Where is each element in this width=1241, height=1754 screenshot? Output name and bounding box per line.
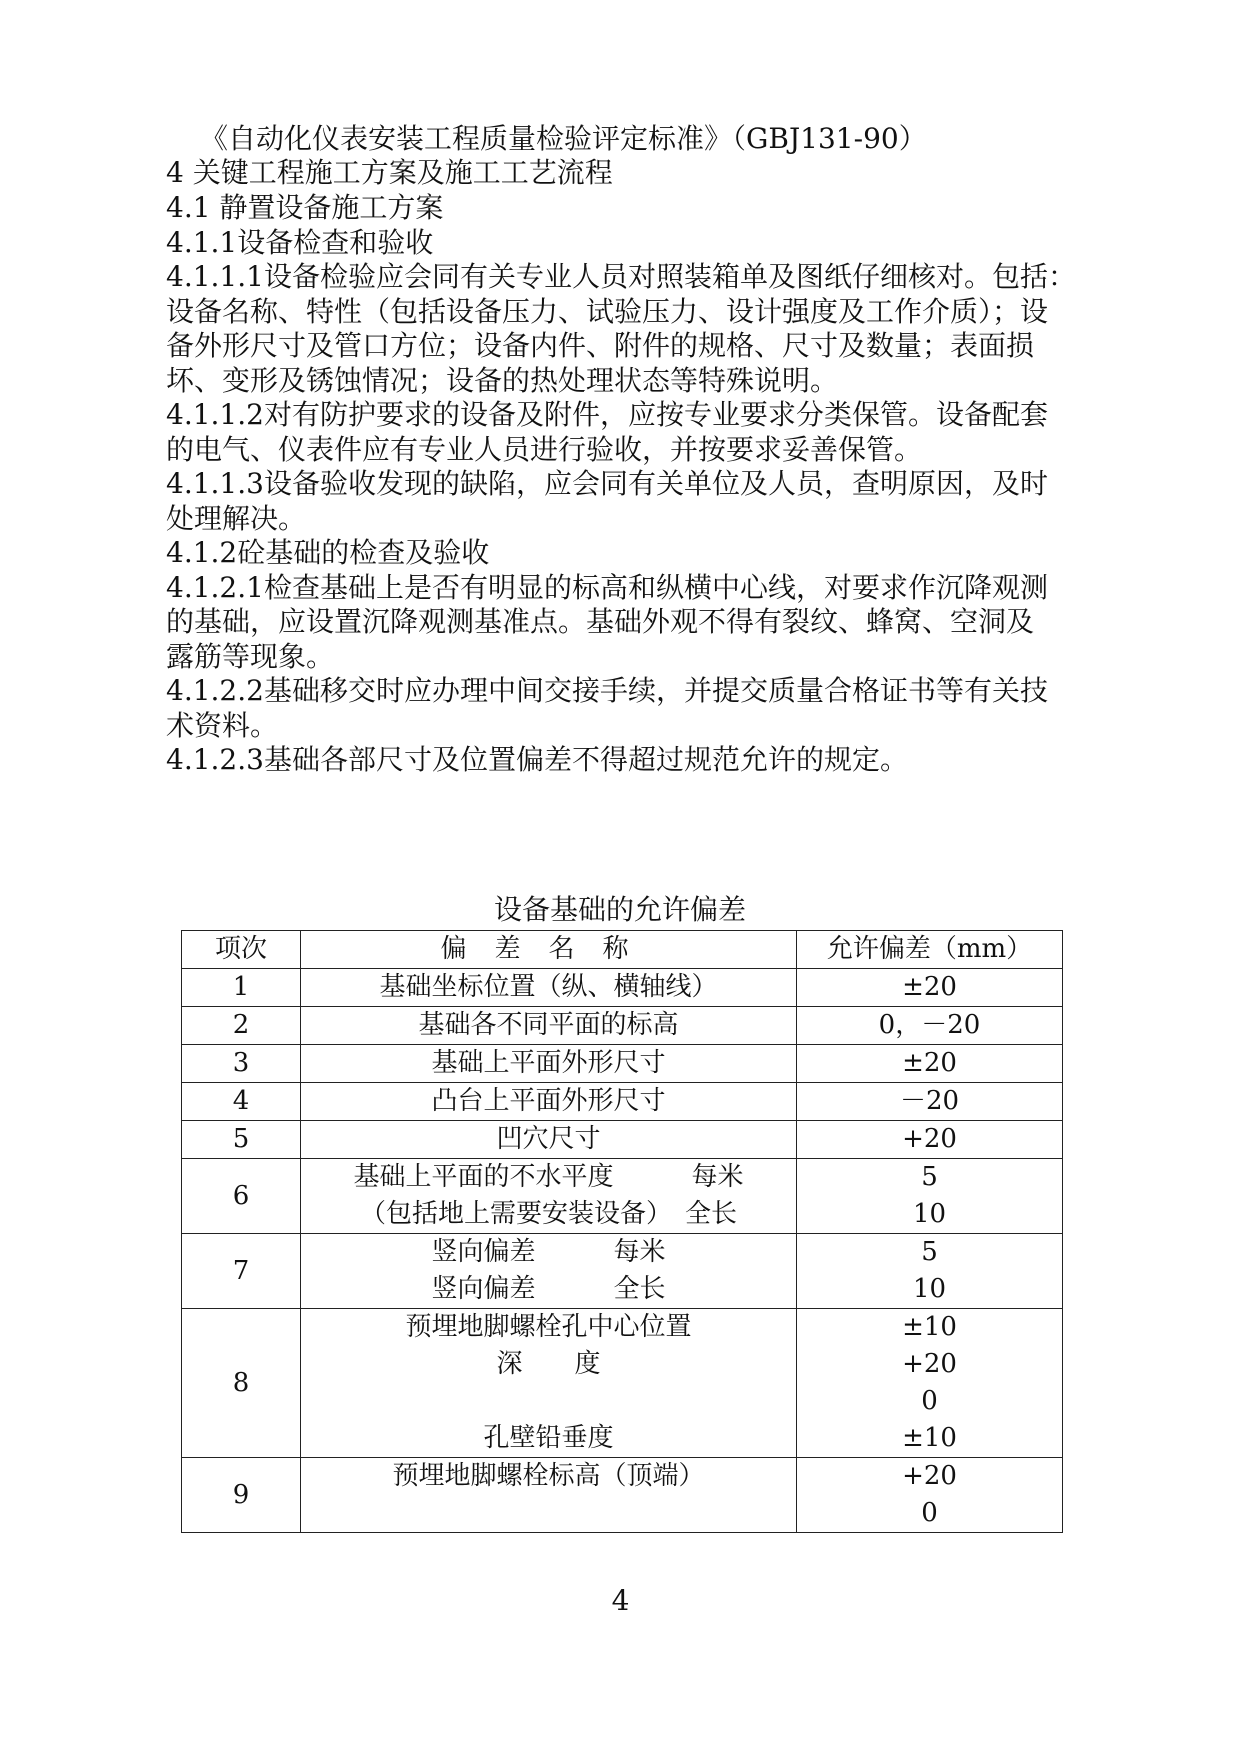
item-no-cell: 9 [182, 1458, 301, 1533]
table-title: 设备基础的允许偏差 [493, 893, 746, 926]
deviation-name-line: 预埋地脚螺栓标高（顶端） [392, 1461, 705, 1491]
allowed-deviation-cell [797, 1083, 1063, 1121]
allowed-deviation-cell [797, 1121, 1063, 1159]
allowed-deviation-cell [797, 1045, 1063, 1083]
item-no-cell: 6 [182, 1159, 301, 1234]
allowed-deviation-line: －20 [899, 1086, 960, 1116]
header-allowed-deviation: 允许偏差（mm） [797, 931, 1063, 969]
allowed-deviation-line: +20 [902, 1124, 957, 1154]
allowed-deviation-line: 5 [921, 1162, 938, 1192]
allowed-deviation-cell [797, 1309, 1063, 1458]
paragraph-line: 处理解决。 [166, 502, 307, 535]
allowed-deviation-cell [797, 1007, 1063, 1045]
table-row [182, 1309, 1063, 1458]
table-row [182, 1121, 1063, 1159]
allowed-deviation-line: 0 [921, 1386, 938, 1416]
header-deviation-name: 偏差名称 [301, 931, 797, 969]
table-header-row [182, 931, 1063, 969]
paragraph-line: 4.1.2.3基础各部尺寸及位置偏差不得超过规范允许的规定。 [166, 743, 908, 776]
item-no-cell: 8 [182, 1309, 301, 1458]
deviation-name-line: 竖向偏差 全长 [431, 1274, 666, 1304]
table-row [182, 1458, 1063, 1533]
deviation-name-cell [301, 1234, 797, 1309]
deviation-name-line: 深 度 [496, 1349, 601, 1379]
table-row [182, 1159, 1063, 1234]
standard-reference-line: 《自动化仪表安装工程质量检验评定标准》（GBJ131-90） [200, 122, 927, 155]
paragraph-line: 备外形尺寸及管口方位；设备内件、附件的规格、尺寸及数量；表面损 [166, 329, 1035, 362]
allowed-deviation-cell [797, 1234, 1063, 1309]
allowed-deviation-line: ±10 [902, 1312, 957, 1342]
section-heading-4-1: 4.1 静置设备施工方案 [166, 191, 444, 224]
deviation-name-line: 基础坐标位置（纵、横轴线） [379, 972, 718, 1002]
allowed-deviation-line: 0 [921, 1498, 938, 1528]
page-number: 4 [611, 1584, 630, 1617]
allowed-deviation-line: 0，－20 [878, 1010, 981, 1040]
allowed-deviation-line: +20 [902, 1461, 957, 1491]
table-row [182, 1045, 1063, 1083]
allowed-deviation-line: 10 [912, 1199, 947, 1229]
item-no-cell: 7 [182, 1234, 301, 1309]
paragraph-line: 术资料。 [166, 709, 279, 742]
item-no-cell: 2 [182, 1007, 301, 1045]
paragraph-line: 4.1.1.2对有防护要求的设备及附件，应按专业要求分类保管。设备配套 [166, 398, 1048, 431]
table-row [182, 1234, 1063, 1309]
deviation-name-cell [301, 969, 797, 1007]
paragraph-line: 4.1.2.1检查基础上是否有明显的标高和纵横中心线，对要求作沉降观测 [166, 571, 1048, 604]
section-heading-4-1-2: 4.1.2砼基础的检查及验收 [166, 536, 490, 569]
deviation-name-line: 基础上平面的不水平度 每米 [353, 1162, 744, 1192]
deviation-name-line: （包括地上需要安装设备） 全长 [359, 1199, 737, 1229]
table-row [182, 969, 1063, 1007]
deviation-name-line: 凹穴尺寸 [496, 1124, 601, 1154]
deviation-table [181, 930, 1063, 1533]
deviation-name-line: 基础上平面外形尺寸 [431, 1048, 666, 1078]
allowed-deviation-line: ±20 [902, 1048, 957, 1078]
section-heading-4-1-1: 4.1.1设备检查和验收 [166, 226, 434, 259]
deviation-name-cell [301, 1083, 797, 1121]
table-row [182, 1007, 1063, 1045]
deviation-name-cell [301, 1007, 797, 1045]
paragraph-line: 的电气、仪表件应有专业人员进行验收，并按要求妥善保管。 [166, 433, 923, 466]
paragraph-line: 设备名称、特性（包括设备压力、试验压力、设计强度及工作介质）；设 [166, 295, 1049, 328]
deviation-name-line [301, 1495, 796, 1532]
allowed-deviation-line: ±10 [902, 1423, 957, 1453]
deviation-name-cell [301, 1458, 797, 1533]
section-heading-4: 4 关键工程施工方案及施工工艺流程 [166, 156, 613, 189]
header-item-no: 项次 [182, 931, 301, 969]
item-no-cell: 4 [182, 1083, 301, 1121]
allowed-deviation-line: ±20 [902, 972, 957, 1002]
deviation-name-line: 预埋地脚螺栓孔中心位置 [405, 1312, 692, 1342]
allowed-deviation-cell [797, 969, 1063, 1007]
paragraph-line: 露筋等现象。 [166, 640, 335, 673]
deviation-name-cell [301, 1159, 797, 1234]
deviation-name-line [301, 1383, 796, 1420]
allowed-deviation-line: +20 [902, 1349, 957, 1379]
paragraph-line: 坏、变形及锈蚀情况；设备的热处理状态等特殊说明。 [166, 364, 839, 397]
deviation-name-line: 基础各不同平面的标高 [418, 1010, 679, 1040]
deviation-name-cell [301, 1045, 797, 1083]
paragraph-line: 4.1.2.2基础移交时应办理中间交接手续，并提交质量合格证书等有关技 [166, 674, 1048, 707]
paragraph-line: 的基础，应设置沉降观测基准点。基础外观不得有裂纹、蜂窝、空洞及 [166, 605, 1035, 638]
allowed-deviation-line: 5 [921, 1237, 938, 1267]
deviation-name-cell [301, 1309, 797, 1458]
paragraph-line: 4.1.1.1设备检验应会同有关专业人员对照装箱单及图纸仔细核对。包括： [166, 260, 1076, 293]
item-no-cell: 1 [182, 969, 301, 1007]
deviation-name-line: 凸台上平面外形尺寸 [431, 1086, 666, 1116]
allowed-deviation-cell [797, 1159, 1063, 1234]
allowed-deviation-cell [797, 1458, 1063, 1533]
allowed-deviation-line: 10 [912, 1274, 947, 1304]
table-row [182, 1083, 1063, 1121]
item-no-cell: 3 [182, 1045, 301, 1083]
item-no-cell: 5 [182, 1121, 301, 1159]
deviation-name-line: 孔壁铅垂度 [483, 1423, 614, 1453]
deviation-name-cell [301, 1121, 797, 1159]
deviation-name-line: 竖向偏差 每米 [431, 1237, 666, 1267]
paragraph-line: 4.1.1.3设备验收发现的缺陷，应会同有关单位及人员，查明原因，及时 [166, 467, 1048, 500]
